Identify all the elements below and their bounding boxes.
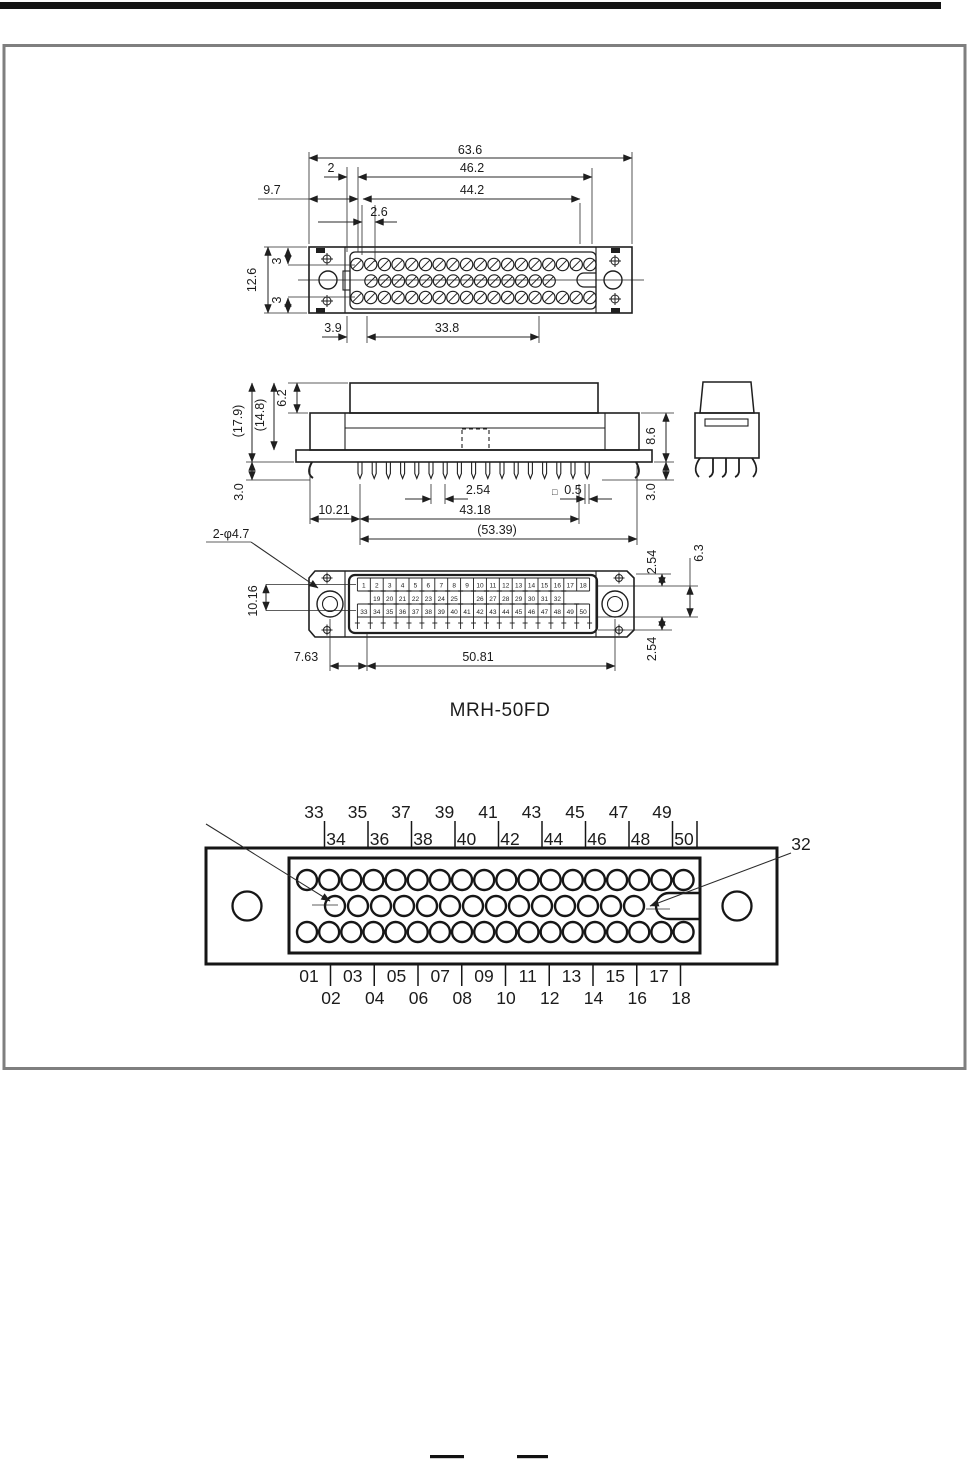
- grid-number: 43: [489, 608, 497, 616]
- contact-slot: [408, 260, 417, 269]
- contact-field: [351, 258, 596, 303]
- grid-number: 16: [553, 582, 561, 590]
- solder-pin: [571, 462, 575, 479]
- part-number-label: MRH-50FD: [449, 700, 551, 721]
- pin-hole: [341, 922, 361, 942]
- dim-label: 2.54: [645, 549, 659, 575]
- pin-hole: [363, 922, 383, 942]
- pin-hole: [474, 922, 494, 942]
- solder-pin: [358, 462, 362, 479]
- contact-slot: [586, 260, 595, 269]
- contact-slot: [435, 260, 444, 269]
- dim-label: 33.8: [434, 321, 460, 335]
- grid-number: 31: [540, 595, 549, 603]
- pin-number-bottom: 13: [561, 966, 582, 986]
- pin-number-bottom: 06: [408, 988, 429, 1008]
- pin-hole: [474, 870, 494, 890]
- pin-hole: [371, 896, 391, 916]
- dim-label: 46.2: [459, 161, 485, 175]
- latch-slot: [705, 419, 748, 426]
- pin-hole: [555, 896, 575, 916]
- grid-number: 47: [540, 608, 549, 616]
- pin-hole: [674, 870, 694, 890]
- dim-label: 9.7: [263, 183, 281, 197]
- pin-hole: [452, 922, 472, 942]
- solder-pin: [585, 462, 589, 479]
- dim-label: 3.9: [324, 321, 342, 335]
- pin-hole: [496, 922, 516, 942]
- grid-number: 12: [502, 582, 510, 590]
- grid-number: 13: [515, 582, 523, 590]
- grid-number: 42: [476, 608, 484, 616]
- pin-hole: [629, 870, 649, 890]
- hidden-detail: [462, 429, 489, 450]
- flange-outline: [296, 450, 652, 462]
- pin-hole: [624, 896, 644, 916]
- dim-label: 8.6: [644, 427, 658, 445]
- pin-hole: [452, 870, 472, 890]
- pin-hole: [496, 870, 516, 890]
- dim-label: 7.63: [293, 650, 319, 664]
- solder-pin: [443, 462, 447, 479]
- pin-hole: [325, 896, 345, 916]
- side-view: [231, 383, 674, 545]
- pin-number-bottom: 11: [518, 966, 537, 986]
- contact-slot: [462, 293, 471, 302]
- contact-slot: [449, 277, 458, 286]
- dim-label: 50.81: [462, 650, 494, 664]
- grid-number: 18: [579, 582, 587, 590]
- grid-number: 26: [476, 595, 484, 603]
- mount-hole: [723, 892, 752, 921]
- pin-hole: [651, 870, 671, 890]
- pin-hole: [563, 922, 583, 942]
- pin-hole: [585, 870, 605, 890]
- contact-slot: [531, 293, 540, 302]
- pin-hole: [363, 870, 383, 890]
- pin-number-bottom: 01: [299, 966, 319, 986]
- pin-number-top: 39: [434, 802, 455, 822]
- pin-hole: [532, 896, 552, 916]
- contact-slot: [503, 260, 512, 269]
- pin-number-bottom: 02: [321, 988, 341, 1008]
- pin-hole: [319, 922, 339, 942]
- solder-pin: [386, 462, 390, 479]
- pin-number-bottom: 12: [540, 988, 560, 1008]
- pin-number-top: 35: [347, 802, 368, 822]
- contact-slot: [380, 293, 389, 302]
- pin-hole: [585, 922, 605, 942]
- grid-number: 45: [515, 608, 523, 616]
- contact-slot: [366, 260, 375, 269]
- grid-number: 3: [387, 582, 392, 590]
- dim-label: 2-φ4.7: [212, 527, 250, 541]
- square-symbol: □: [552, 487, 558, 497]
- insert-outline: [289, 858, 700, 953]
- contact-slot: [463, 277, 472, 286]
- pin-hole: [440, 896, 460, 916]
- pin-number-grid: [355, 578, 592, 629]
- pin-hole: [509, 896, 529, 916]
- footer-mark-right: [517, 1455, 548, 1458]
- pin-hole: [319, 870, 339, 890]
- grid-number: 30: [527, 595, 536, 603]
- pin-number-top: 50: [674, 829, 694, 849]
- pin-number-top: 49: [652, 802, 672, 822]
- grid-number: 35: [386, 608, 394, 616]
- grid-number: 4: [400, 582, 405, 590]
- pin-hole: [519, 870, 539, 890]
- contact-slot: [421, 260, 430, 269]
- pin-number-top: 34: [326, 829, 346, 849]
- pin-hole: [541, 870, 561, 890]
- pin-number-bottom: 08: [452, 988, 472, 1008]
- pin-hole: [601, 896, 621, 916]
- page-top-bar: [0, 2, 941, 9]
- contact-slot: [545, 277, 554, 286]
- contact-slot: [408, 293, 417, 302]
- contact-slot: [394, 277, 403, 286]
- grid-number: 46: [527, 608, 536, 616]
- top-view: [245, 143, 644, 343]
- pin-number-top: 41: [478, 802, 498, 822]
- pin-layout-diagram: [206, 802, 811, 1008]
- dim-label: 2.6: [370, 205, 388, 219]
- pin-hole: [651, 922, 671, 942]
- pin-number-top: 33: [304, 802, 324, 822]
- contact-slot: [531, 277, 540, 286]
- dim-label: 3.0: [644, 483, 658, 501]
- grid-number: 29: [515, 595, 523, 603]
- dim-label: 2.54: [645, 636, 659, 662]
- mount-hole: [233, 892, 262, 921]
- pin-number-top: 40: [456, 829, 477, 849]
- grid-number: 9: [465, 582, 469, 590]
- contact-slot: [380, 260, 389, 269]
- pin-number-bottom: 07: [430, 966, 450, 986]
- contact-slot: [517, 277, 526, 286]
- grid-number: 34: [373, 608, 381, 616]
- pin-number-top: 38: [413, 829, 433, 849]
- contact-slot: [394, 293, 403, 302]
- grid-number: 20: [386, 595, 394, 603]
- keyway-slot: [656, 893, 700, 919]
- grid-number: 2: [374, 582, 379, 590]
- contact-slot: [476, 260, 485, 269]
- grid-number: 14: [527, 582, 536, 590]
- grid-number: 15: [540, 582, 549, 590]
- solder-pin: [372, 462, 376, 479]
- contact-slot: [572, 260, 581, 269]
- pin-callout-label: 32: [791, 834, 811, 854]
- contact-slot: [408, 277, 417, 286]
- pin-hole: [348, 896, 368, 916]
- pin-number-bottom: 03: [343, 966, 363, 986]
- leader-line: [251, 542, 318, 588]
- solder-pins: [696, 458, 757, 477]
- contact-slot: [421, 293, 430, 302]
- contact-slot: [490, 293, 499, 302]
- connector-outline: [206, 848, 777, 964]
- solder-pin: [415, 462, 419, 479]
- bottom-view: [206, 527, 706, 671]
- pin-number-top: 47: [608, 802, 629, 822]
- pin-hole: [386, 870, 406, 890]
- contact-slot: [462, 260, 471, 269]
- contact-slot: [449, 293, 458, 302]
- dim-label: 2: [327, 161, 335, 175]
- pin-hole: [607, 922, 627, 942]
- body-outline: [310, 413, 639, 450]
- contact-slot: [380, 277, 389, 286]
- dim-label: 6.2: [275, 389, 289, 407]
- pin-hole: [297, 922, 317, 942]
- contact-slot: [558, 260, 567, 269]
- dim-label: 3: [270, 257, 284, 265]
- dim-label: (17.9): [231, 404, 245, 438]
- dim-label: 3.0: [232, 483, 246, 501]
- mount-hole: [323, 597, 338, 612]
- dim-label: 3: [270, 296, 284, 304]
- grid-number: 40: [450, 608, 458, 616]
- pin-hole: [541, 922, 561, 942]
- end-view: [695, 382, 759, 477]
- pin-number-top: 45: [565, 802, 585, 822]
- contact-slot: [503, 293, 512, 302]
- dim-label: 12.6: [245, 267, 259, 293]
- contact-slot: [435, 293, 444, 302]
- leader-line: [206, 824, 330, 901]
- pin-number-top: 37: [391, 802, 411, 822]
- mount-hole: [317, 591, 343, 617]
- pin-number-top: 42: [500, 829, 520, 849]
- contact-slot: [531, 260, 540, 269]
- solder-pin: [557, 462, 561, 479]
- grid-number: 32: [553, 595, 561, 603]
- solder-pin: [486, 462, 490, 479]
- contact-slot: [353, 293, 362, 302]
- pin-hole: [408, 870, 428, 890]
- solder-pin: [514, 462, 518, 479]
- footer-mark-left: [430, 1455, 464, 1458]
- grid-number: 49: [566, 608, 574, 616]
- polarize-tab: [343, 271, 350, 290]
- contact-slot: [545, 293, 554, 302]
- pin-hole: [519, 922, 539, 942]
- contact-slot: [504, 277, 513, 286]
- contact-slot: [490, 277, 499, 286]
- dim-label: 44.2: [459, 183, 485, 197]
- pin-hole: [674, 922, 694, 942]
- grid-number: 5: [413, 582, 418, 590]
- solder-pin: [543, 462, 547, 479]
- contact-slot: [490, 260, 499, 269]
- pin-hole: [563, 870, 583, 890]
- pin-number-bottom: 15: [605, 966, 625, 986]
- pin-number-top: 44: [543, 829, 564, 849]
- mount-hole: [602, 591, 628, 617]
- contact-slot: [394, 260, 403, 269]
- pin-number-bottom: 05: [386, 966, 407, 986]
- contact-slot: [367, 277, 376, 286]
- grid-number: 17: [566, 582, 574, 590]
- contact-slot: [545, 260, 554, 269]
- contact-slot: [422, 277, 431, 286]
- pin-hole: [394, 896, 414, 916]
- pin-number-bottom: 09: [474, 966, 494, 986]
- grid-number: 8: [452, 582, 456, 590]
- grid-number: 25: [450, 595, 458, 603]
- dim-label: 63.6: [457, 143, 483, 157]
- pin-number-top: 46: [587, 829, 607, 849]
- grid-number: 38: [424, 608, 432, 616]
- solder-pin: [457, 462, 461, 479]
- pin-hole: [629, 922, 649, 942]
- solder-pin: [500, 462, 504, 479]
- grid-number: 50: [579, 608, 587, 616]
- grid-number: 23: [424, 595, 432, 603]
- solder-pin: [429, 462, 433, 479]
- grid-number: 1: [362, 582, 366, 590]
- grid-number: 37: [411, 608, 420, 616]
- dim-label: 43.18: [459, 503, 491, 517]
- pin-number-bottom: 04: [365, 988, 385, 1008]
- contact-slot: [572, 293, 581, 302]
- contact-slot: [476, 277, 485, 286]
- grid-number: 24: [437, 595, 445, 603]
- solder-pin: [472, 462, 476, 479]
- pin-hole: [430, 922, 450, 942]
- grid-number: 7: [439, 582, 444, 590]
- pin-number-top: 48: [630, 829, 651, 849]
- dim-label: 10.21: [318, 503, 350, 517]
- contact-slot: [558, 293, 567, 302]
- pin-hole: [578, 896, 598, 916]
- pin-hole: [486, 896, 506, 916]
- cap-outline: [700, 382, 754, 413]
- grid-number: 48: [553, 608, 561, 616]
- pin-hole: [607, 870, 627, 890]
- contact-slot: [449, 260, 458, 269]
- pin-number-bottom: 17: [649, 966, 669, 986]
- pin-hole: [417, 896, 437, 916]
- pin-hole: [463, 896, 483, 916]
- grid-number: 44: [502, 608, 510, 616]
- pin-number-bottom: 16: [627, 988, 647, 1008]
- grid-number: 27: [489, 595, 497, 603]
- cap-outline: [350, 383, 598, 413]
- dim-label: 10.16: [246, 585, 260, 617]
- grid-number: 33: [360, 608, 368, 616]
- contact-slot: [586, 293, 595, 302]
- grid-number: 19: [373, 595, 381, 603]
- dim-label: 0.5: [564, 483, 582, 497]
- grid-number: 6: [426, 582, 431, 590]
- grid-number: 28: [502, 595, 510, 603]
- pin-number-bottom: 14: [583, 988, 604, 1008]
- grid-number: 41: [463, 608, 471, 616]
- pin-number-top: 36: [369, 829, 390, 849]
- dim-label: (53.39): [477, 523, 517, 537]
- solder-pins: [358, 462, 589, 479]
- pin-number-top: 43: [521, 802, 542, 822]
- grid-number: 39: [437, 608, 445, 616]
- pin-hole: [341, 870, 361, 890]
- grid-number: 10: [476, 582, 484, 590]
- grid-number: 21: [398, 595, 407, 603]
- solder-pin: [528, 462, 532, 479]
- dim-label: 2.54: [465, 483, 491, 497]
- dim-label: 6.3: [692, 544, 706, 562]
- contact-slot: [435, 277, 444, 286]
- pin-number-labels: [299, 802, 697, 1008]
- pin-hole: [408, 922, 428, 942]
- pin-hole: [430, 870, 450, 890]
- contact-slot: [366, 293, 375, 302]
- pin-number-bottom: 10: [496, 988, 516, 1008]
- contact-slot: [517, 260, 526, 269]
- grid-number: 36: [398, 608, 407, 616]
- grid-number: 11: [489, 582, 497, 590]
- pin-number-bottom: 18: [671, 988, 691, 1008]
- contact-slot: [476, 293, 485, 302]
- solder-pin: [401, 462, 405, 479]
- dim-label: (14.8): [253, 398, 267, 432]
- contact-slot: [517, 293, 526, 302]
- mount-hole: [608, 597, 623, 612]
- contact-slot: [353, 260, 362, 269]
- grid-number: 22: [411, 595, 420, 603]
- pin-holes: [297, 870, 694, 942]
- pin-hole: [386, 922, 406, 942]
